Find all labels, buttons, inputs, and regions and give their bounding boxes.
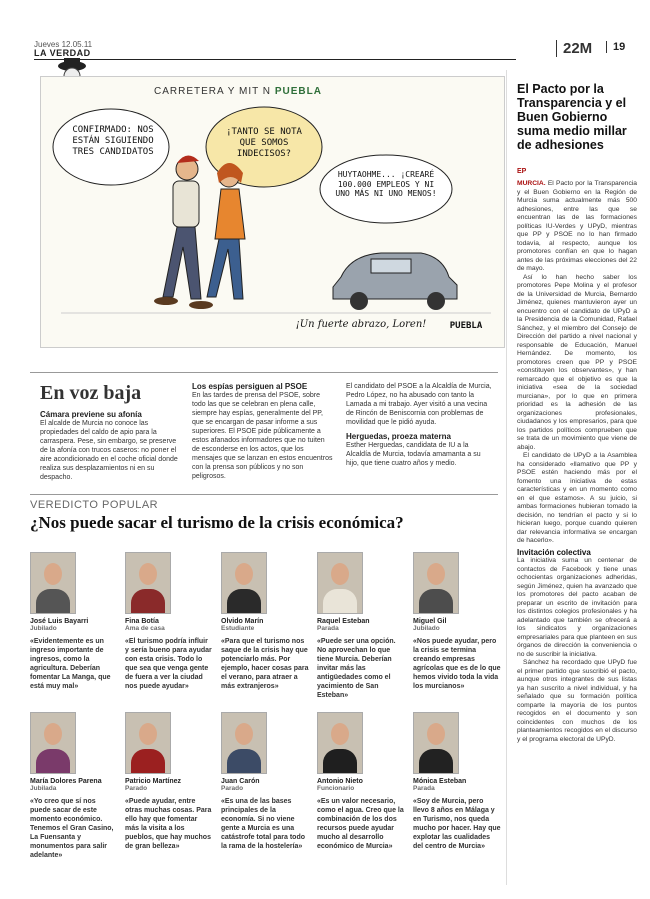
person-photo bbox=[30, 552, 76, 614]
person-name: Juan Carón bbox=[221, 778, 260, 785]
person-card bbox=[221, 712, 309, 851]
person-photo bbox=[221, 552, 267, 614]
person-photo bbox=[30, 712, 76, 774]
person-quote: «Soy de Murcia, pero llevo 8 años en Málaga y en Turismo, nos queda mucho por hacer. Hay que explotar las cualidades del centro de Murcia» bbox=[413, 798, 501, 850]
person-role: Parado bbox=[221, 785, 244, 792]
person-name: Raquel Esteban bbox=[317, 618, 370, 625]
person-card bbox=[317, 552, 405, 700]
header-rule bbox=[34, 59, 516, 60]
article-p4: La iniciativa suma un centenar de contactos de Facebook y tiene unas ochocientas organizaciones adheridas, según Jiménez, quien ha avanzado que los promotores del pacto acaban de preparar un escrito de invitación para los distintos colegios profesionales y ha adelantado que también se ofrecerá a los sindicatos y organizaciones empresariales para que planteen en sus órganos de dirección la conveniencia o no de suscribir la iniciativa. bbox=[517, 557, 637, 658]
verdict-question: ¿Nos puede sacar el turismo de la crisis económica? bbox=[30, 513, 404, 532]
person-quote: «Puede ayudar, entre otras muchas cosas. Para ello hay que fomentar más la visita a los pueblos, que hay muchos de gran belleza» bbox=[125, 798, 212, 850]
verdict-label: VEREDICTO POPULAR bbox=[30, 499, 159, 511]
issue-date: Jueves 12.05.11 bbox=[34, 40, 93, 49]
newspaper-name: LA VERDAD bbox=[34, 48, 91, 58]
person-card bbox=[317, 712, 405, 851]
person-photo bbox=[413, 552, 459, 614]
voz-item-2-head: Los espías persiguen al PSOE bbox=[192, 382, 308, 391]
person-role: Jubilado bbox=[413, 625, 440, 632]
voz-item-3-text: El candidato del PSOE a la Alcaldía de Murcia, Pedro López, no ha abusado con tanto la Lamada a mi trabajo. Ayer visitó a una vecina de Rincón de Beniscornia con problemas de movilidad que le pidió ayuda. bbox=[346, 383, 492, 426]
person-card bbox=[221, 552, 309, 691]
person-role: Jubilada bbox=[30, 785, 57, 792]
person-photo bbox=[221, 712, 267, 774]
article-p3: El candidato de UPyD a la Asamblea ha considerado «llamativo que PP y PSOE estén haciendo más por el fomento una iniciativa de estas características y en un momento como en el que estamos». A su juicio, si ambas formaciones hubieran tomado la decisión, no tendrían el pacto y si lo hicieran luego, porque cuando quieren dar relevancia informativa se encargan de hacerlo». bbox=[517, 452, 637, 544]
voz-item-1-text: El alcalde de Murcia no conoce las propiedades del caldo de apio para la carraspera. Pese, sin embargo, se preserve de la afonía con trucos caseros: no poner el aire acondicionado en el coche oficial donde realiza sus desplazamientos ni en su despacho. bbox=[40, 420, 178, 481]
person-name: Antonio Nieto bbox=[317, 778, 363, 785]
bubble-left-text: CONFIRMADO: NOS ESTÁN SIGUIENDO TRES CANDIDATOS bbox=[72, 125, 154, 157]
person-quote: «Para que el turismo nos saque de la crisis hay que potenciarlo más. Por ejemplo, hacer cosas para el verano, para atraer a más extranjeros» bbox=[221, 638, 309, 690]
person-name: Mónica Esteban bbox=[413, 778, 467, 785]
person-role: Estudiante bbox=[221, 625, 255, 632]
voz-item-2 bbox=[192, 382, 334, 481]
person-role: Parado bbox=[125, 785, 148, 792]
person-card bbox=[413, 552, 501, 691]
article-subhead: Invitación colectiva bbox=[517, 547, 591, 557]
person-role: Jubilado bbox=[30, 625, 57, 632]
person-quote: «Es un valor necesario, como el agua. Creo que la combinación de los dos recursos puede ayudar mucho al desarrollo económico de Murcia» bbox=[317, 798, 404, 850]
person-photo bbox=[317, 552, 363, 614]
person-name: Olvido Marín bbox=[221, 618, 264, 625]
person-photo bbox=[413, 712, 459, 774]
voz-item-2-text: En las tardes de prensa del PSOE, sobre todo las que se celebran en plena calle, siempre hay espías, generalmente del PP, que se encargan de pasar informe a sus superiores. El PSOE pide públicamente a estos afanados informadores que no tuiten de esconderse en los actos, que los mensajes que se lanzan en estos encuentros con la prensa son públicos y no son peligrosos. bbox=[192, 392, 333, 480]
person-name: Fina Botía bbox=[125, 618, 159, 625]
cartoon-caption: ¡Un fuerte abrazo, Loren! bbox=[295, 319, 427, 330]
person-quote: «Puede ser una opción. No aprovechan lo que tiene Murcia. Deberían invitar más las antigüedades como el yacimiento de San Esteban» bbox=[317, 638, 396, 699]
person-card bbox=[413, 712, 501, 851]
person-photo bbox=[317, 712, 363, 774]
verdict-rule bbox=[30, 494, 498, 495]
voz-item-4-text: Esther Herguedas, candidata de IU a la Alcaldía de Murcia, todavía amamanta a su hijo, que tiene cuatro años y medio. bbox=[346, 442, 481, 467]
person-photo bbox=[125, 552, 171, 614]
person-role: Ama de casa bbox=[125, 625, 165, 632]
person-role: Parada bbox=[413, 785, 435, 792]
section-tag: 22M bbox=[556, 40, 592, 57]
person-name: Miguel Gil bbox=[413, 618, 447, 625]
article-agency: EP bbox=[517, 168, 527, 175]
person-quote: «Yo creo que sí nos puede sacar de este momento económico. Tenemos el Gran Casino, La Fuensanta y monumentos para salir adelante» bbox=[30, 798, 114, 859]
person-quote: «Evidentemente es un ingreso importante de ingresos, como la agricultura. Deberían fomentar La Manga, que está muy mal» bbox=[30, 638, 111, 690]
cartoon-signature: PUEBLA bbox=[449, 321, 483, 331]
person-card bbox=[125, 552, 213, 691]
person-role: Parada bbox=[317, 625, 339, 632]
cartoon-header-place: PUEBLA bbox=[274, 86, 322, 97]
person-card bbox=[30, 712, 118, 860]
cartoon-panel bbox=[40, 76, 505, 348]
person-role: Funcionario bbox=[317, 785, 355, 792]
article-p1: El Pacto por la Transparencia y el Buen Gobierno en la Región de Murcia suma actualmente más 500 adhesiones, entre las que se encuentran las de las formaciones políticas IU-Verdes y UPyD, mientras que PP y PSOE no lo han firmado todavía, al respecto, aunque los promotores confían en que lo hagan antes de las próximas elecciones del 22 de mayo. bbox=[517, 180, 637, 272]
person-name: María Dolores Parena bbox=[30, 778, 102, 785]
person-quote: «Nos puede ayudar, pero la crisis se termina creando empresas agrícolas que es de lo que hemos vivido toda la vida los murcianos» bbox=[413, 638, 501, 690]
bubble-right-text: HUYTAOHME... ¡CREARÉ 100.000 EMPLEOS Y NI UNO MÁS NI UNO MENOS! bbox=[335, 170, 437, 198]
en-voz-baja-title: En voz baja bbox=[40, 382, 142, 404]
bubble-center-text: ¡TANTO SE NOTA QUE SOMOS INDECISOS? bbox=[226, 127, 302, 159]
person-card bbox=[30, 552, 118, 691]
cartoon-header-prefix: CARRETERA Y MIT N bbox=[154, 86, 275, 97]
article-headline: El Pacto por la Transparencia y el Buen Gobierno suma medio millar de adhesiones bbox=[517, 82, 627, 152]
person-name: José Luis Bayarri bbox=[30, 618, 89, 625]
voz-item-3 bbox=[346, 382, 494, 468]
person-quote: «El turismo podría influir y sería bueno para ayudar con esta crisis. Todo lo que sea que venga gente de fuera a ver la ciudad nos puede ayudar» bbox=[125, 638, 212, 690]
cartoon-drawing bbox=[41, 77, 504, 347]
page-number: 19 bbox=[606, 41, 625, 53]
article-city: MURCIA. bbox=[517, 180, 546, 187]
person-card bbox=[125, 712, 213, 851]
article-body bbox=[517, 180, 637, 744]
voz-item-1-head: Cámara previene su afonía bbox=[40, 410, 142, 419]
person-name: Patricio Martínez bbox=[125, 778, 182, 785]
person-quote: «Es una de las bases principales de la economía. Si no viene gente a Murcia es una catástrofe total para todo la rama de la hostelería» bbox=[221, 798, 306, 850]
column-divider bbox=[506, 70, 507, 885]
article-p5: Sánchez ha recordado que UPyD fue el primer partido que suscribió el pacto, aunque otros integrantes de sus listas ya han suscrito a nivel individual, y ha señalado que su formación política comparte la mayoría de los puntos recogidos en el documento y son coincidentes con muchos de los planteamientos recogidos en el discurso y el programa electoral de UPyD. bbox=[517, 659, 637, 743]
person-photo bbox=[125, 712, 171, 774]
voz-item-1 bbox=[40, 410, 180, 482]
article-p2: Así lo han hecho saber los promotores Pepe Molina y el profesor de la Universidad de Murcia, Bernardo Jiménez, quienes mantuvieron ayer un encuentro con el candidato de UPyD a la Presidencia de la Comunidad, Rafael Sánchez, y el miembro del Consejo de Dirección del partido a nivel nacional y responsable de Educación, Manuel Hernández. De momento, los promotores creen que PP y PSOE «constituyen los observantes», y han remarcado que el objetivo es que la iniciativa «sea de la sociedad murciana», por lo que en primera prioridad es la adhesión de las organizaciones profesionales, ciudadanos y los empresarios, para que los partidos políticos comprueben que se trata de un movimiento que viene de abajo. bbox=[517, 273, 637, 451]
cartoon-header bbox=[154, 86, 322, 97]
voz-item-4-head: Herguedas, proeza materna bbox=[346, 432, 451, 441]
section-rule bbox=[30, 372, 498, 373]
